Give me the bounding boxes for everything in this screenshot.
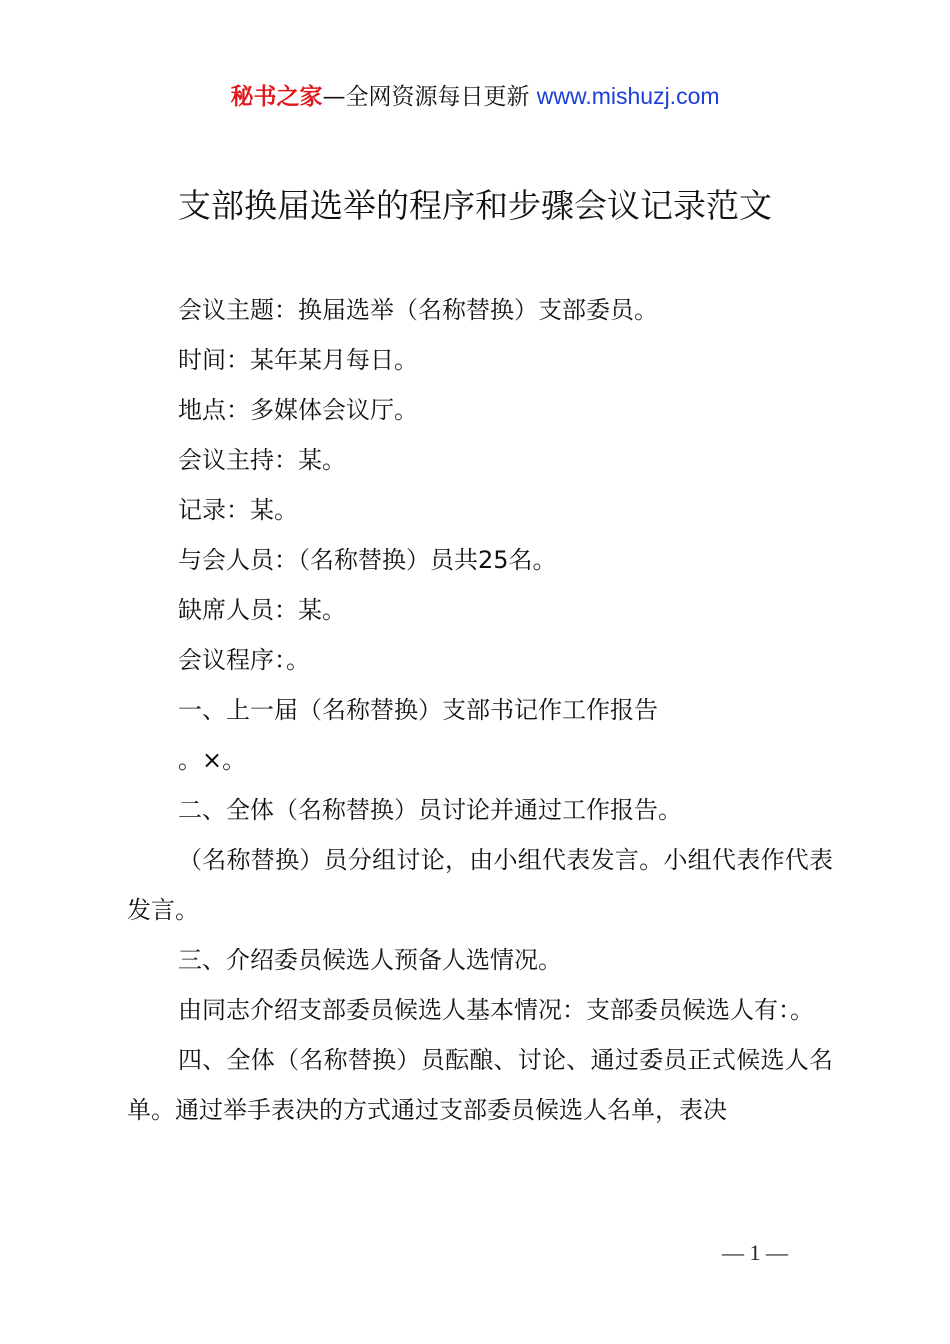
paragraph-item-3-detail: 由同志介绍支部委员候选人基本情况：支部委员候选人有：。 — [178, 996, 814, 1024]
paragraph-host: 会议主持：某。 — [178, 446, 346, 474]
document-title: 支部换届选举的程序和步骤会议记录范文 — [178, 186, 772, 225]
paragraph-recorder: 记录：某。 — [178, 496, 298, 524]
paragraph-item-3: 三、介绍委员候选人预备人选情况。 — [178, 946, 562, 974]
paragraph-item-4: 四、全体（名称替换）员酝酿、讨论、通过委员正式候选人名单。通过举手表决的方式通过支部委员候选人名单，表决 — [127, 1046, 833, 1124]
paragraph-location: 地点：多媒体会议厅。 — [178, 396, 418, 424]
paragraph-item-2: 二、全体（名称替换）员讨论并通过工作报告。 — [178, 796, 682, 824]
paragraph-absent: 缺席人员：某。 — [178, 596, 346, 624]
site-url-link[interactable]: www.mishuzj.com — [536, 83, 720, 109]
site-slogan: —全网资源每日更新 — [322, 84, 530, 110]
paragraph-item-1-note: 。×。 — [178, 746, 247, 774]
paragraph-item-1: 一、上一届（名称替换）支部书记作工作报告 — [178, 696, 658, 724]
document-body — [127, 285, 833, 1135]
paragraph-item-2-detail: （名称替换）员分组讨论，由小组代表发言。小组代表作代表发言。 — [127, 846, 833, 924]
page-number: — 1 — — [722, 1240, 788, 1265]
paragraph-agenda: 会议程序：。 — [178, 646, 310, 674]
paragraph-attendees: 与会人员：（名称替换）员共25名。 — [178, 546, 557, 574]
site-brand: 秘书之家 — [230, 84, 323, 110]
paragraph-topic: 会议主题：换届选举（名称替换）支部委员。 — [178, 296, 658, 324]
site-header — [0, 80, 950, 113]
paragraph-time: 时间：某年某月每日。 — [178, 346, 418, 374]
